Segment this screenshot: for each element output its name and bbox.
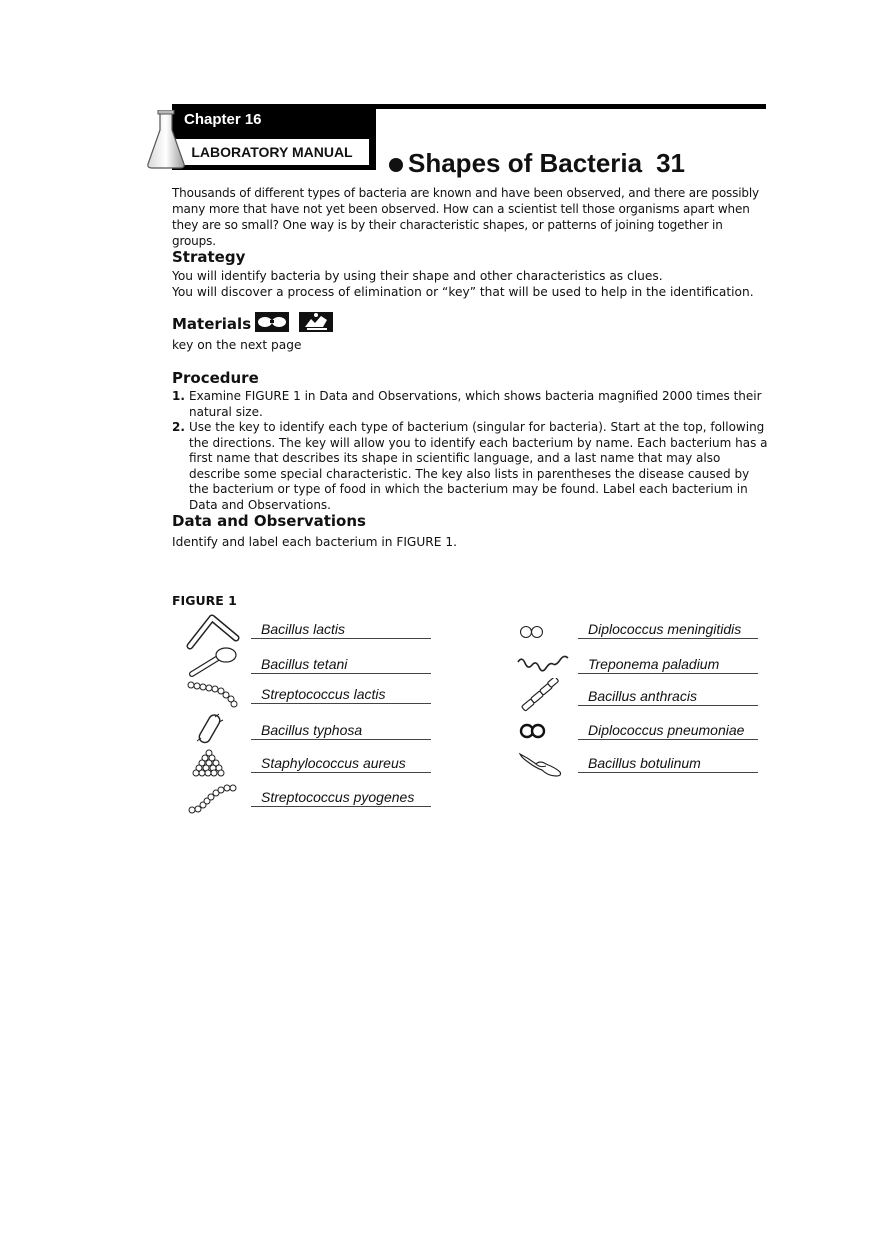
safety-goggles-icon: [255, 312, 289, 332]
figure-answer-line[interactable]: [251, 650, 431, 674]
answer-underline: [578, 739, 758, 740]
treponema-paladium-drawing: [516, 654, 570, 676]
bacillus-anthracis-drawing: [518, 678, 562, 716]
bacterium-label: Bacillus botulinum: [588, 755, 701, 771]
answer-underline: [251, 806, 431, 807]
answer-underline: [578, 772, 758, 773]
title-text: Shapes of Bacteria: [408, 148, 643, 178]
bacterium-label: Treponema paladium: [588, 656, 720, 672]
step-text: Examine FIGURE 1 in Data and Observations, which shows bacteria magnified 2000 times their natural size.: [189, 389, 762, 419]
streptococcus-lactis-drawing: [186, 680, 240, 710]
figure-answer-line[interactable]: [578, 682, 758, 706]
figure-answer-line[interactable]: [578, 715, 758, 740]
figure-answer-line[interactable]: [251, 680, 431, 704]
bacterium-label: Bacillus tetani: [261, 656, 348, 672]
bacterium-label: Bacillus anthracis: [588, 688, 697, 704]
strategy-heading: Strategy: [172, 248, 246, 266]
bacterium-label: Streptococcus pyogenes: [261, 789, 415, 805]
answer-underline: [251, 673, 431, 674]
bacillus-tetani-drawing: [188, 646, 240, 678]
page-title: [408, 148, 685, 179]
answer-underline: [251, 638, 431, 639]
answer-underline: [578, 638, 758, 639]
safety-icons: [255, 311, 335, 333]
strategy-line: You will discover a process of elimination or “key” that will be used to help in the identification.: [172, 285, 754, 299]
materials-text: key on the next page: [172, 338, 302, 352]
strategy-line: You will identify bacteria by using their shape and other characteristics as clues.: [172, 269, 663, 283]
procedure-step: [172, 389, 770, 420]
streptococcus-pyogenes-drawing: [186, 782, 238, 816]
figure-answer-line[interactable]: [578, 748, 758, 773]
header-rule: [376, 104, 766, 109]
answer-underline: [578, 705, 758, 706]
intro-paragraph: Thousands of different types of bacteria are known and have been observed, and there are possibly many more that have not yet been observed. How can a scientist tell those organisms apart when they are so small? One way is by their characteristic shapes, or patterns of joining together in groups.: [172, 186, 759, 248]
figure-answer-line[interactable]: [578, 614, 758, 639]
bacillus-lactis-drawing: [186, 614, 240, 650]
bacillus-typhosa-drawing: [193, 712, 227, 746]
diplococcus-meningitidis-drawing: [518, 624, 546, 640]
data-heading: Data and Observations: [172, 512, 366, 530]
answer-underline: [578, 673, 758, 674]
lab-number: 31: [656, 148, 686, 178]
figure-answer-line[interactable]: [251, 614, 431, 639]
lab-manual-label: LABORATORY MANUAL: [174, 138, 370, 166]
data-instructions: Identify and label each bacterium in FIGURE 1.: [172, 535, 457, 549]
answer-underline: [251, 739, 431, 740]
diplococcus-pneumoniae-drawing: [518, 722, 548, 740]
chapter-label: Chapter 16: [184, 111, 262, 128]
figure-answer-line[interactable]: [251, 715, 431, 740]
title-bullet: [389, 158, 403, 172]
procedure-step: [172, 420, 770, 513]
step-number: 2.: [172, 420, 185, 434]
flask-icon: [146, 110, 186, 170]
hand-wash-icon: [299, 312, 333, 332]
bacterium-label: Diplococcus pneumoniae: [588, 722, 745, 738]
bacillus-botulinum-drawing: [516, 750, 566, 780]
bacterium-label: Streptococcus lactis: [261, 686, 386, 702]
staphylococcus-aureus-drawing: [190, 748, 228, 778]
step-text: Use the key to identify each type of bacterium (singular for bacteria). Start at the top, following the directions. The key will allow you to identify each bacterium by name. Each bacterium has a first name that describes its shape in scientific language, and a last name that may also describe some special characteristic. The key also lists in parentheses the disease caused by the bacterium or type of food in which the bacterium may be found. Label each bacterium in Data and Observations.: [189, 420, 768, 512]
answer-underline: [251, 772, 431, 773]
materials-heading: Materials: [172, 315, 252, 333]
bacterium-label: Bacillus lactis: [261, 621, 346, 637]
bacterium-label: Staphylococcus aureus: [261, 755, 406, 771]
procedure-heading: Procedure: [172, 369, 259, 387]
figure-label: FIGURE 1: [172, 593, 237, 608]
answer-underline: [251, 703, 431, 704]
bacterium-label: Bacillus typhosa: [261, 722, 363, 738]
step-number: 1.: [172, 389, 185, 403]
figure-answer-line[interactable]: [578, 650, 758, 674]
figure-answer-line[interactable]: [251, 747, 431, 773]
figure-answer-line[interactable]: [251, 782, 431, 807]
bacterium-label: Diplococcus meningitidis: [588, 621, 742, 637]
